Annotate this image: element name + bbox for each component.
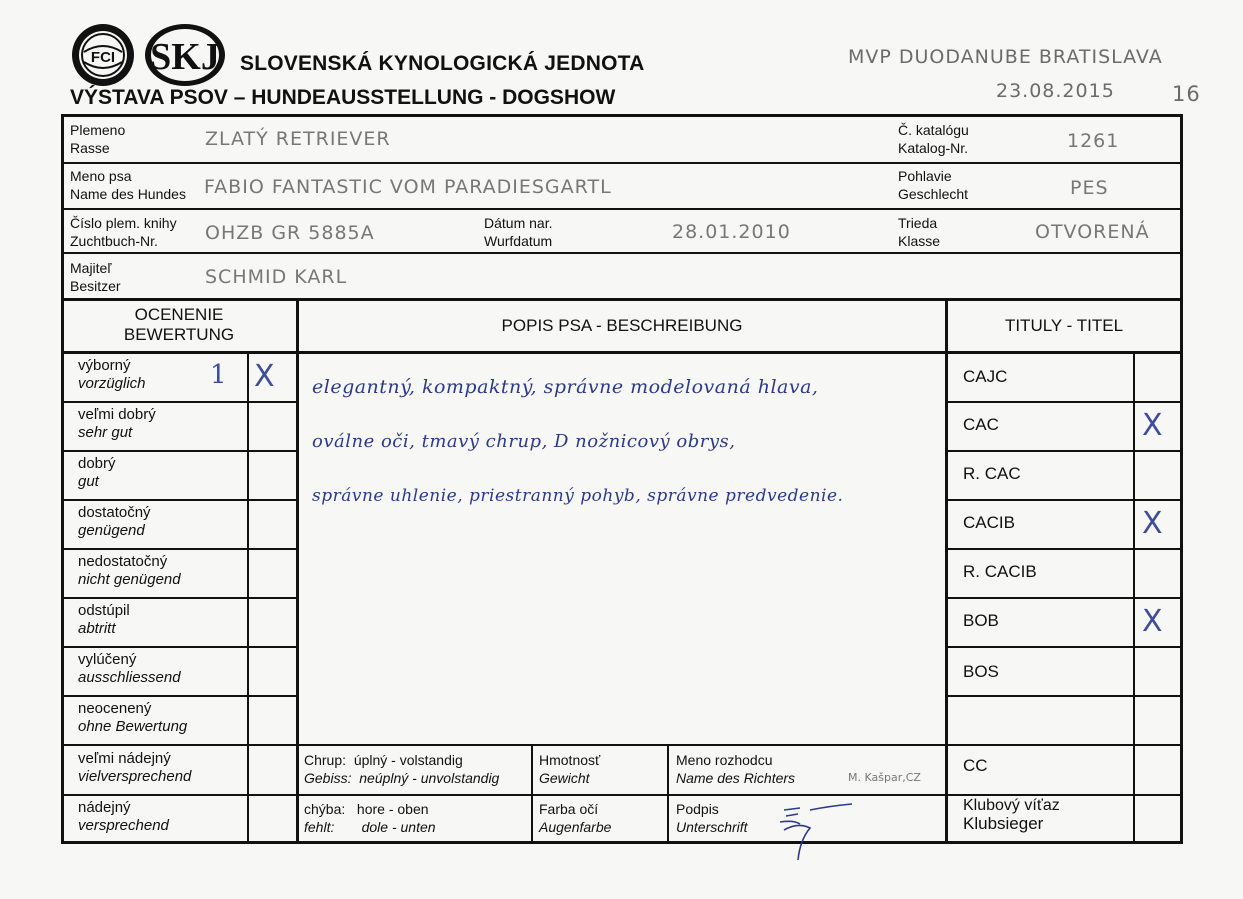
rating-sufficient: dostatočný genügend [78,504,151,539]
cac-check-mark: X [1142,408,1163,443]
divider [61,298,1183,301]
studbook-label: Číslo plem. knihy Zuchtbuch-Nr. [70,215,177,249]
birth-label: Dátum nar. Wurfdatum [484,215,553,249]
dog-name-label: Meno psa Name des Hundes [70,168,186,202]
title-club-winner: Klubový víťaz Klubsieger [963,797,1060,833]
divider [946,646,1183,648]
rating-very-promising: veľmi nádejný vielversprechend [78,750,192,785]
show-title: VÝSTAVA PSOV – HUNDEAUSSTELLUNG - DOGSHOW [70,86,616,109]
studbook-value: OHZB GR 5885A [205,222,375,244]
divider [61,351,1183,354]
cacib-check-mark: X [1142,506,1163,541]
divider [61,744,297,746]
rating-not-rated: neocenený ohne Bewertung [78,700,188,735]
divider [61,401,297,403]
title-rcacib: R. CACIB [963,562,1037,581]
divider [946,450,1183,452]
fci-logo [70,22,136,88]
divider [61,597,297,599]
catalog-value: 1261 [1067,130,1120,152]
title-bos: BOS [963,662,999,681]
col-divider [667,744,669,844]
catalog-label: Č. katalógu Katalog-Nr. [898,122,969,156]
divider [946,695,1183,697]
description-line-1: elegantný, kompaktný, správne modelovaná hlava, [312,376,819,398]
class-label: Trieda Klasse [898,215,941,249]
title-bob: BOB [963,611,999,630]
eye-color-field: Farba očí Augenfarbe [539,801,612,835]
divider [946,499,1183,501]
rating-very-good: veľmi dobrý sehr gut [78,406,156,441]
rating-withdrawn: odstúpil abtritt [78,602,130,637]
sex-label: Pohlavie Geschlecht [898,168,969,202]
rating-insufficient: nedostatočný nicht genügend [78,553,181,588]
title-cajc: CAJC [963,367,1008,386]
description-header: POPIS PSA - BESCHREIBUNG [501,316,743,335]
owner-label: Majiteľ Besitzer [70,260,121,294]
divider [61,450,297,452]
skj-logo [143,22,227,88]
divider [61,794,297,796]
col-divider [296,298,299,844]
divider [61,252,1183,254]
rating-check-mark: X [254,359,275,394]
divider [61,499,297,501]
breed-value: ZLATÝ RETRIEVER [205,128,391,150]
missing-teeth-field: chýba: hore - oben fehlt: dole - unten [304,801,436,835]
event-stamp: MVP DUODANUBE BRATISLAVA [848,46,1163,68]
rating-promising: nádejný versprechend [78,799,169,834]
divider [946,548,1183,550]
title-cacib: CACIB [963,513,1015,532]
rating-good: dobrý gut [78,455,116,490]
divider [946,794,1183,796]
teeth-field: Chrup: úplný - volstandig Gebiss: neúplný - unvolstandig [304,752,500,786]
titles-header: TITULY - TITEL [1004,316,1124,335]
divider [61,548,297,550]
divider [297,744,947,746]
svg-text:FCI: FCI [90,49,116,66]
dog-name-value: FABIO FANTASTIC VOM PARADIESGARTL [204,176,612,198]
divider [946,597,1183,599]
divider [61,208,1183,210]
rating-excellent: výborný vorzüglich [78,357,146,392]
divider [946,401,1183,403]
title-cc: CC [963,756,988,775]
divider [61,646,297,648]
col-divider [945,298,948,844]
signature-field: Podpis Unterschrift [676,801,748,835]
divider [61,695,297,697]
judge-name-field: Meno rozhodcu Name des Richters [676,752,796,786]
birth-value: 28.01.2010 [672,221,791,243]
title-rcac: R. CAC [963,464,1021,483]
rating-header: OCENENIE BEWERTUNG [123,305,235,344]
title-cac: CAC [963,415,999,434]
rating-disqualified: vylúčený ausschliessend [78,651,181,686]
bob-check-mark: X [1142,604,1163,639]
placement-mark: 1 [210,360,227,390]
owner-value: SCHMID KARL [205,266,348,288]
divider [297,794,947,796]
judge-name-value: M. Kašpar,CZ [848,771,921,784]
judge-signature [770,800,860,864]
breed-label: Plemeno Rasse [70,122,126,156]
divider [946,744,1183,746]
col-divider [531,744,533,844]
class-value: OTVORENÁ [1035,221,1150,243]
description-line-2: oválne oči, tmavý chrup, D nožnicový obrys, [312,431,736,452]
sex-value: PES [1070,177,1109,199]
divider [61,162,1183,164]
organization-name: SLOVENSKÁ KYNOLOGICKÁ JEDNOTA [240,52,645,75]
svg-text:SKJ: SKJ [150,36,220,78]
description-line-3: správne uhlenie, priestranný pohyb, správne predvedenie. [312,486,844,506]
weight-field: Hmotnosť Gewicht [539,752,601,786]
sheet-number: 16 [1172,82,1201,106]
event-date: 23.08.2015 [996,80,1115,102]
